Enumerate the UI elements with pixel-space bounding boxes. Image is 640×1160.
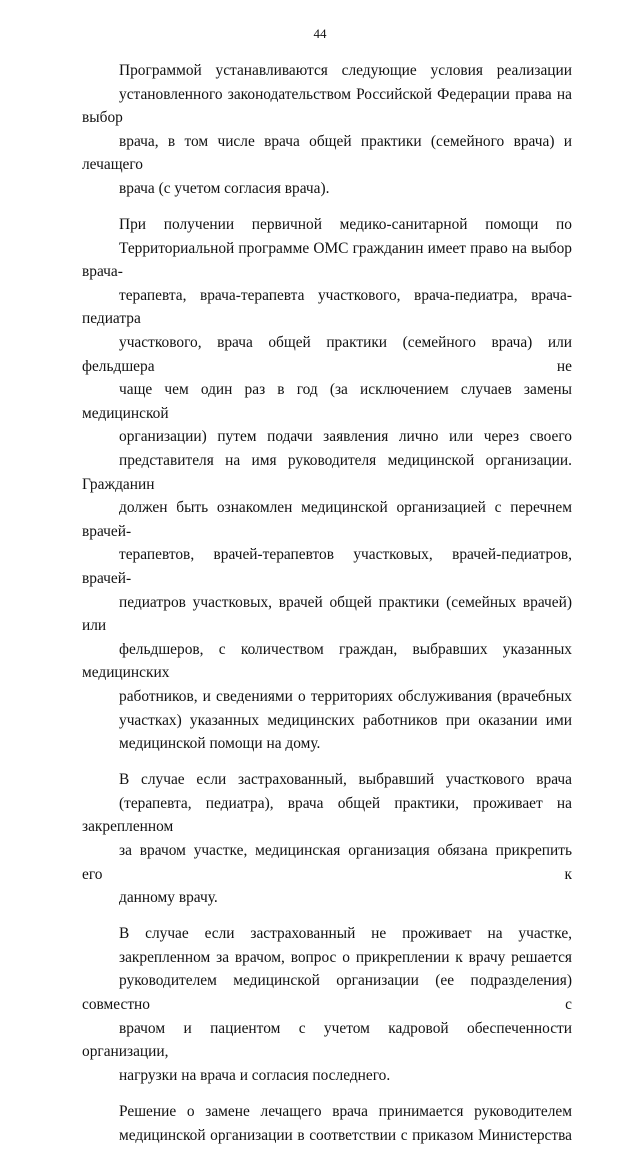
text-line: за врачом участке, медицинская организация обязана прикрепить его к: [82, 842, 572, 883]
text-line: руководителем медицинской организации (ее подразделения) совместно с: [82, 972, 572, 1014]
text-line: фельдшеров, с количеством граждан, выбравших указанных медицинских: [82, 640, 572, 682]
text-line: должен быть ознакомлен медицинской организацией с перечнем врачей-: [82, 499, 572, 540]
paragraph: [82, 59, 572, 201]
text-line: При получении первичной медико-санитарной помощи по: [119, 216, 572, 234]
text-line: чаще чем один раз в год (за исключением случаев замены медицинской: [82, 381, 572, 422]
text-line: нагрузки на врача и согласия последнего.: [119, 1066, 391, 1084]
text-line: педиатров участковых, врачей общей практики (семейных врачей) или: [82, 593, 572, 635]
text-line: Программой устанавливаются следующие условия реализации: [119, 62, 572, 79]
text-line: участкового, врача общей практики (семейного врача) или фельдшера не: [82, 334, 572, 375]
text-line: закрепленном за врачом, вопрос о прикреплении к врачу решается: [119, 948, 572, 966]
text-line: врача (с учетом согласия врача).: [119, 179, 330, 197]
text-line: установленного законодательством Российской Федерации права на выбор: [82, 85, 572, 127]
text-line: врачом и пациентом с учетом кадровой обеспеченности организации,: [82, 1019, 572, 1061]
text-line: представителя на имя руководителя медицинской организации. Гражданин: [82, 452, 572, 493]
text-line: терапевта, врача-терапевта участкового, врача-педиатра, врача-педиатра: [82, 286, 572, 328]
document-body: [82, 59, 572, 1160]
text-line: медицинской организации в соответствии с приказом Министерства: [119, 1126, 572, 1144]
text-line: медицинской помощи на дому.: [119, 735, 321, 753]
text-line: участках) указанных медицинских работников при оказании ими: [119, 711, 572, 729]
text-line: В случае если застрахованный, выбравший участкового врача: [119, 771, 572, 789]
text-line: терапевтов, врачей-терапевтов участковых, врачей-педиатров, врачей-: [82, 546, 572, 587]
text-line: Решение о замене лечащего врача принимается руководителем: [119, 1102, 572, 1120]
paragraph: [82, 768, 572, 910]
text-line: (терапевта, педиатра), врача общей практики, проживает на закрепленном: [82, 794, 572, 836]
paragraph: [82, 922, 572, 1087]
text-line: врача, в том числе врача общей практики (семейного врача) и лечащего: [82, 132, 572, 174]
paragraph: [82, 213, 572, 756]
text-line: данному врачу.: [119, 889, 218, 907]
text-line: Территориальной программе ОМС гражданин имеет право на выбор врача-: [82, 239, 572, 281]
text-line: В случае если застрахованный не проживает на участке,: [119, 925, 572, 943]
text-line: организации) путем подачи заявления лично или через своего: [119, 428, 572, 446]
paragraph: [82, 1100, 572, 1147]
text-line: работников, и сведениями о территориях обслуживания (врачебных: [119, 687, 572, 705]
page-number: 44: [313, 26, 327, 41]
